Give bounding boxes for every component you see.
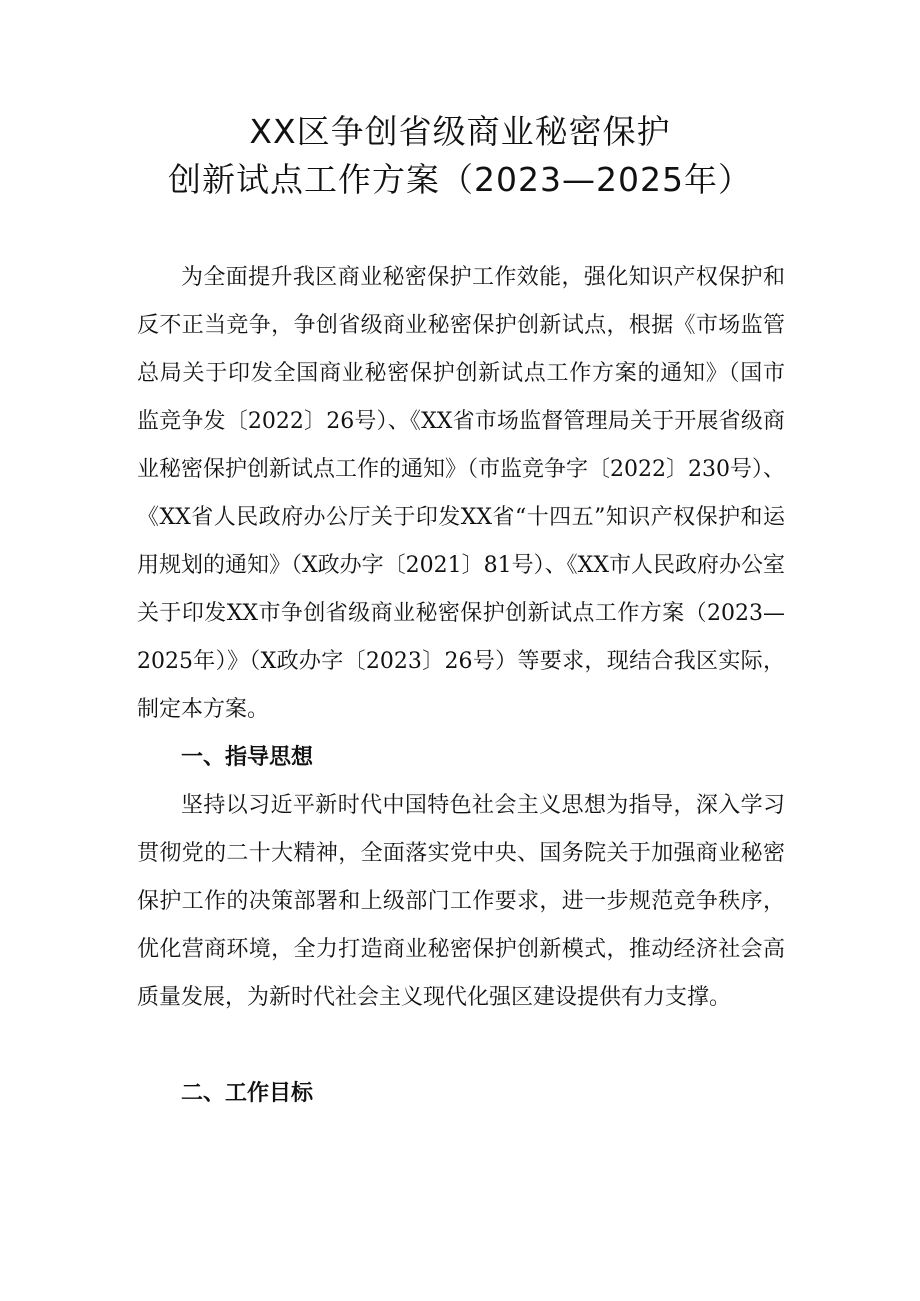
section-heading-work-goals: 二、工作目标 <box>181 1081 314 1106</box>
guiding-ideology-paragraph: 坚持以习近平新时代中国特色社会主义思想为指导，深入学习贯彻党的二十大精神，全面落实党中央、国务院关于加强商业秘密保护工作的决策部署和上级部门工作要求，进一步规范竞争秩序，优化营商环境，全力打造商业秘密保护创新模式，推动经济社会高质量发展，为新时代社会主义现代化强区建设提供有力支撑。 <box>137 793 785 1010</box>
document-title-line-1: XX区争创省级商业秘密保护 <box>249 112 671 151</box>
section-heading-guiding-ideology: 一、指导思想 <box>181 745 314 770</box>
document-title-line-2: 创新试点工作方案（2023—2025年） <box>168 160 752 199</box>
intro-paragraph: 为全面提升我区商业秘密保护工作效能，强化知识产权保护和反不正当竞争，争创省级商业秘密保护创新试点，根据《市场监管总局关于印发全国商业秘密保护创新试点工作方案的通知》（国市监竞争发〔2022〕26号）、《XX省市场监督管理局关于开展省级商业秘密保护创新试点工作的通知》（市监竞争字〔2022〕230号）、《XX省人民政府办公厅关于印发XX省“十四五”知识产权保护和运用规划的通知》（X政办字〔2021〕81号）、《XX市人民政府办公室关于印发XX市争创省级商业秘密保护创新试点工作方案（2023—2025年）》（X政办字〔2023〕26号）等要求，现结合我区实际，制定本方案。 <box>137 265 785 722</box>
